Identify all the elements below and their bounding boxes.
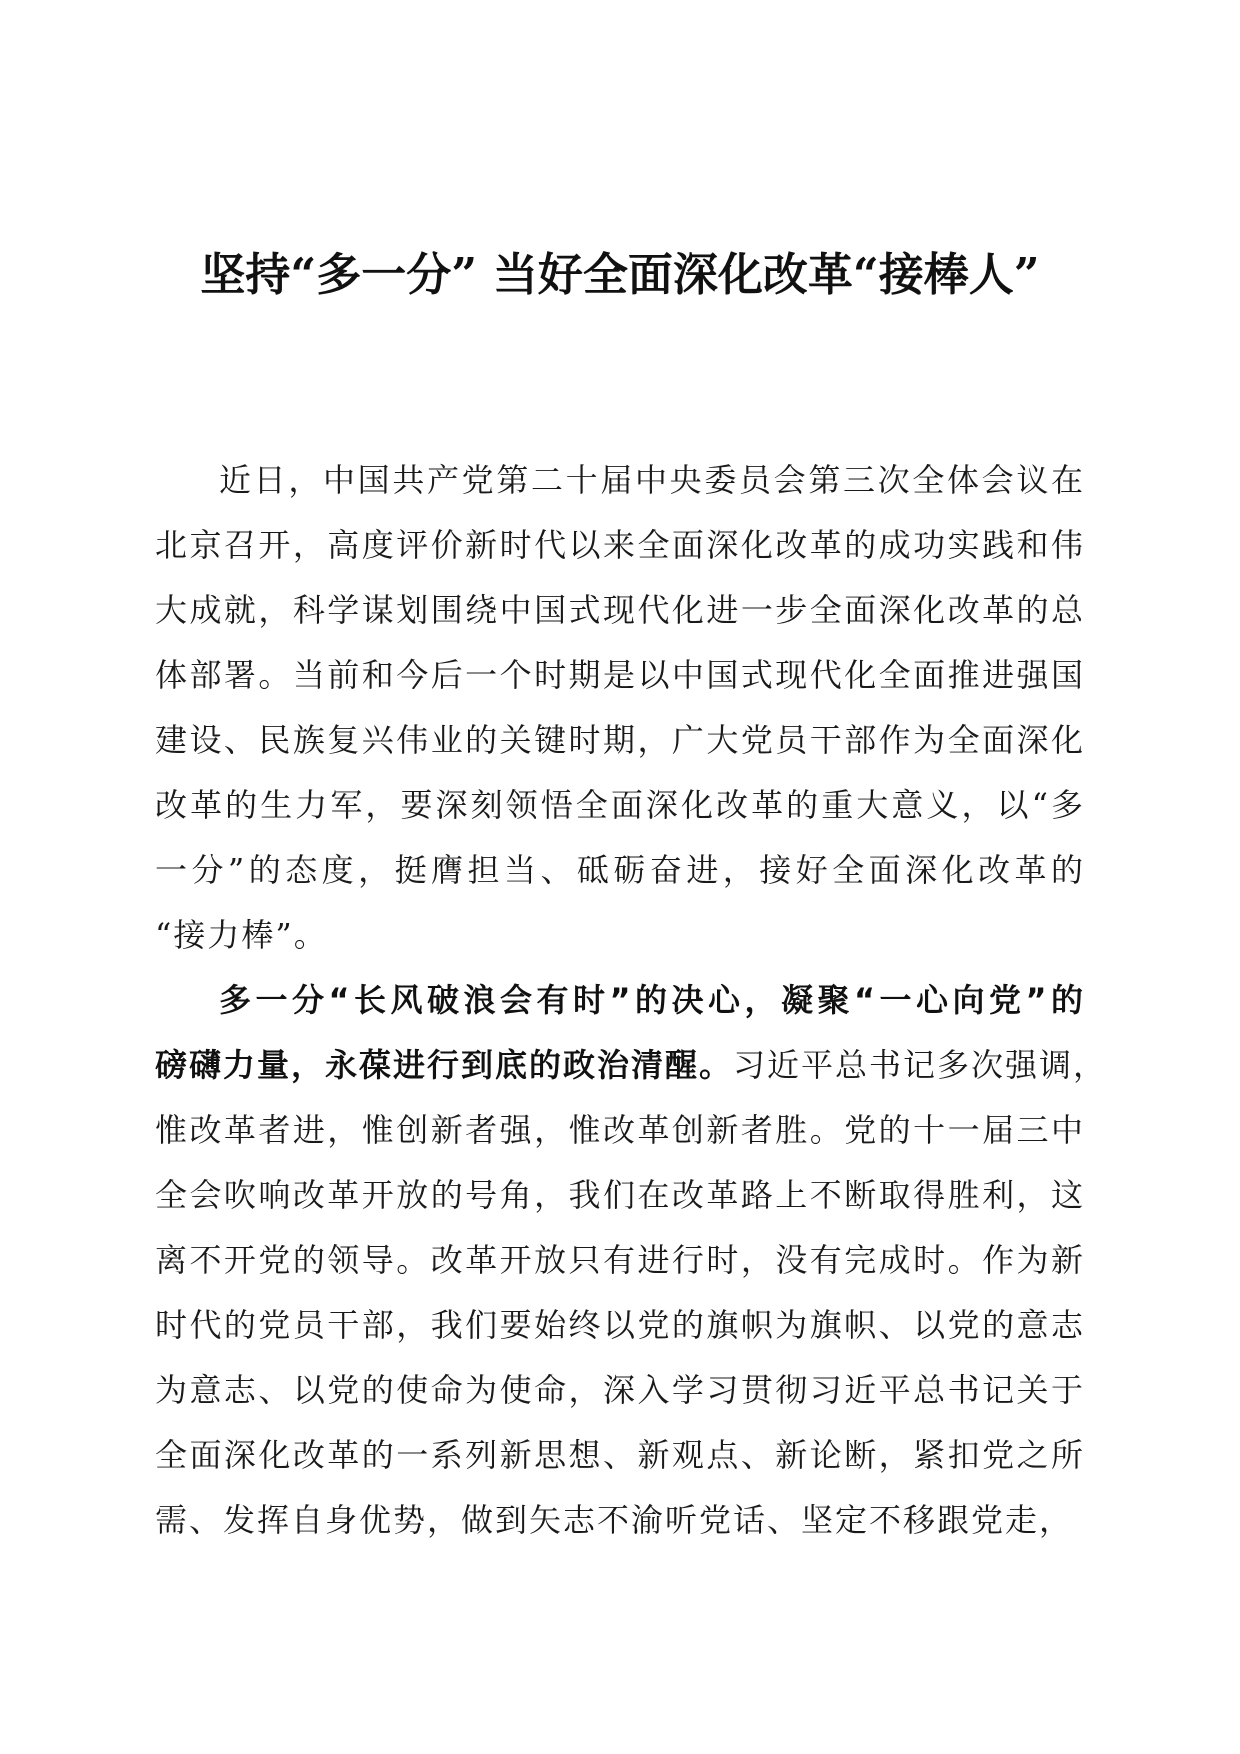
page-title: 坚持“多一分” 当好全面深化改革“接棒人” [200,248,1040,301]
paragraph-2-line-8: 全面深化改革的一系列新思想、新观点、新论断，紧扣党之所 [155,1436,1085,1474]
paragraph-2-line-1 [155,968,1085,1033]
paragraph-2-line-2-text: 习近平总书记多次强调， [733,1046,1108,1084]
paragraph-1-line-4: 体部署。当前和今后一个时期是以中国式现代化全面推进强国 [155,656,1085,694]
paragraph-1-line-6: 改革的生力军，要深刻领悟全面深化改革的重大意义，以“多 [155,786,1085,824]
paragraph-2-line-3: 惟改革者进，惟创新者强，惟改革创新者胜。党的十一届三中 [155,1111,1085,1149]
paragraph-2-heading-part-2: 磅礴力量，永葆进行到底的政治清醒。 [155,1046,734,1084]
paragraph-1-line-3: 大成就，科学谋划围绕中国式现代化进一步全面深化改革的总 [155,591,1085,629]
paragraph-2-line-5: 离不开党的领导。改革开放只有进行时，没有完成时。作为新 [155,1241,1085,1279]
paragraph-1-line-8: “接力棒”。 [155,916,328,954]
paragraph-1-line-5: 建设、民族复兴伟业的关键时期，广大党员干部作为全面深化 [155,721,1085,759]
paragraph-1-line-2: 北京召开，高度评价新时代以来全面深化改革的成功实践和伟 [155,526,1085,564]
paragraph-2-line-2 [155,1033,1108,1098]
paragraph-2-line-4: 全会吹响改革开放的号角，我们在改革路上不断取得胜利，这 [155,1176,1085,1214]
paragraph-2-line-7: 为意志、以党的使命为使命，深入学习贯彻习近平总书记关于 [155,1371,1085,1409]
paragraph-1-line-7: 一分”的态度，挺膺担当、砥砺奋进，接好全面深化改革的 [155,851,1085,889]
paragraph-2-heading-part-1: 多一分“长风破浪会有时”的决心，凝聚“一心向党”的 [219,981,1085,1019]
paragraph-2-line-6: 时代的党员干部，我们要始终以党的旗帜为旗帜、以党的意志 [155,1306,1085,1344]
article-body [155,448,1108,1553]
paragraph-1-line-1: 近日，中国共产党第二十届中央委员会第三次全体会议在 [219,461,1085,499]
paragraph-2-line-9: 需、发挥自身优势，做到矢志不渝听党话、坚定不移跟党走， [155,1501,1074,1539]
